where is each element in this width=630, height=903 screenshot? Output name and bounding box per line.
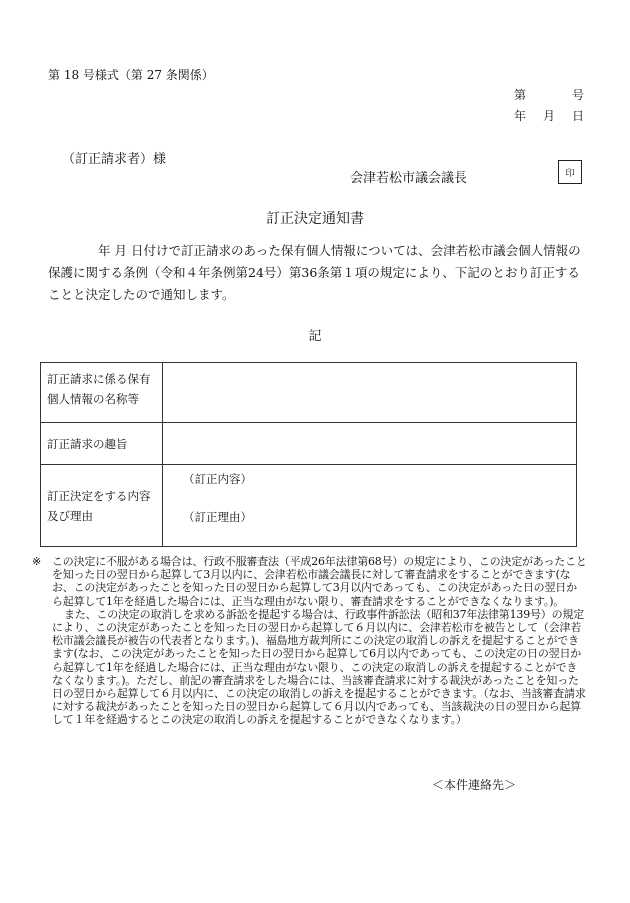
note-paragraph: この決定に不服がある場合は、行政不服審査法（平成26年法律第68号）の規定により、この決定があったことを知った日の翌日から起算して3月以内に、会津若松市議会議長に対して審査請求をすることができます(なお、この決定があったことを知った日の翌日から起算して3月以内であっても、この決定があった日の翌日から起算して1年を経過した場合には、正当な理由がない限り、審査請求をすることができなくなります。)。 — [52, 555, 587, 608]
document-number — [514, 86, 584, 103]
note-paragraph: また、この決定の取消しを求める訴訟を提起する場合は、行政事件訴訟法（昭和37年法律第139号）の規定により、この決定があったことを知った日の翌日から起算して６月以内に、会津若松市を被告として（会津若松市議会議長が被告の代表者となります。)、福島地方裁判所にこの決定の取消しの訴えを提起することができます(なお、この決定があったことを知った日の翌日から起算して6月以内であっても、この決定の日の翌日から起算して1年を経過した場合には、正当な理由がない限り、この決定の取消しの訴えを提起することができなくなります。)。ただし、前記の審査請求をした場合には、当該審査請求に対する裁決があったことを知った日の翌日から起算して６月以内に、この決定の取消しの訴えを提起することができます。（なお、当該審査請求に対する裁決があったことを知った日の翌日から起算して６月以内であっても、当該裁決の日の翌日から起算して１年を経過するとこの決定の取消しの訴えを提起することができなくなります。） — [52, 607, 586, 727]
table-row — [41, 423, 577, 465]
ki-heading: 記 — [308, 329, 322, 344]
date-year: 年 — [514, 109, 527, 123]
document-date — [514, 107, 584, 124]
doc-no-prefix: 第 — [514, 88, 527, 102]
row-label: 訂正請求に係る保有個人情報の名称等 — [41, 363, 163, 423]
row-content — [163, 465, 577, 547]
row-label: 訂正決定をする内容及び理由 — [41, 465, 163, 547]
contact-heading: ＜本件連絡先＞ — [432, 778, 517, 792]
appeal-note — [32, 555, 587, 727]
row-content — [163, 363, 577, 423]
body-text: 年 月 日付けで訂正請求のあった保有個人情報については、会津若松市議会個人情報の保護に関する条例（令和４年条例第24号）第36条第１項の規定により、下記のとおり訂正することと決定したので通知します。 — [48, 243, 581, 302]
form-number: 第 18 号様式（第 27 条関係） — [48, 68, 214, 82]
date-day: 日 — [571, 109, 584, 123]
table-row — [41, 363, 577, 423]
row-label: 訂正請求の趣旨 — [41, 423, 163, 465]
correction-reason-label: （訂正理由） — [183, 510, 252, 524]
seal-box: 印 — [558, 160, 582, 184]
sender: 会津若松市議会議長 — [350, 171, 468, 186]
doc-no-suffix: 号 — [571, 88, 584, 102]
document-title: 訂正決定通知書 — [266, 211, 364, 227]
info-table — [40, 362, 577, 547]
correction-content-label: （訂正内容） — [183, 472, 252, 486]
note-mark: ※ — [32, 555, 42, 568]
addressee: （訂正請求者）様 — [62, 152, 167, 167]
table-row — [41, 465, 577, 547]
date-month: 月 — [542, 109, 555, 123]
row-content — [163, 423, 577, 465]
